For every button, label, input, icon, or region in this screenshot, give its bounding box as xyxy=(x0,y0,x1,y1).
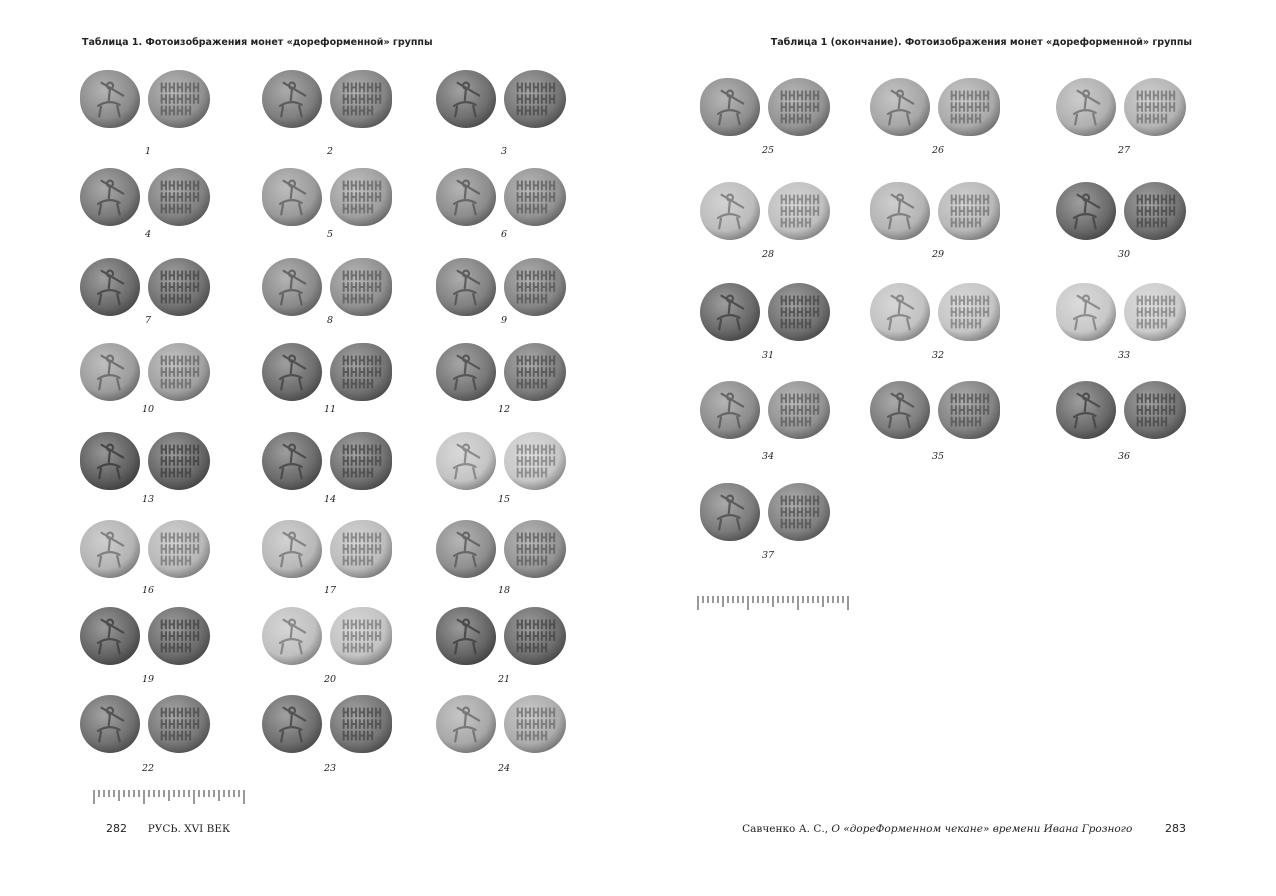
coin-obverse-image xyxy=(80,432,140,490)
coin-reverse-image xyxy=(768,283,830,341)
coin-reverse-image xyxy=(330,520,392,578)
coin-reverse-image xyxy=(938,78,1000,136)
coin-reverse-image xyxy=(768,182,830,240)
coin-number: 6 xyxy=(500,229,508,240)
coin-reverse-image xyxy=(1124,283,1186,341)
coin-obverse-image xyxy=(80,343,140,401)
coin-reverse-image xyxy=(330,70,392,128)
article-title: О «дореФорменном чекане» времени Ивана Грозного xyxy=(831,823,1133,835)
coin-number: 12 xyxy=(497,404,511,415)
coin-number: 36 xyxy=(1117,451,1131,462)
coin-obverse-image xyxy=(436,168,496,226)
coin-reverse-image xyxy=(148,432,210,490)
coin-obverse-image xyxy=(700,283,760,341)
coin-reverse-image xyxy=(330,432,392,490)
coin-reverse-image xyxy=(938,283,1000,341)
coin-number: 26 xyxy=(931,145,945,156)
coin-reverse-image xyxy=(504,607,566,665)
coin-number: 1 xyxy=(144,146,152,157)
table-caption: Таблица 1 (окончание). Фотоизображения монет «дореформенной» группы xyxy=(770,37,1192,48)
coin-reverse-image xyxy=(504,432,566,490)
coin-reverse-image xyxy=(504,70,566,128)
coin-obverse-image xyxy=(1056,283,1116,341)
coin-number: 23 xyxy=(323,763,337,774)
coin-number: 16 xyxy=(141,585,155,596)
coin-obverse-image xyxy=(262,432,322,490)
coin-number: 3 xyxy=(500,146,508,157)
left-footer xyxy=(106,822,230,835)
coin-obverse-image xyxy=(700,182,760,240)
coin-obverse-image xyxy=(436,70,496,128)
coin-reverse-image xyxy=(938,381,1000,439)
coin-obverse-image xyxy=(1056,381,1116,439)
coin-reverse-image xyxy=(330,695,392,753)
coin-obverse-image xyxy=(870,283,930,341)
coin-obverse-image xyxy=(436,258,496,316)
coin-reverse-image xyxy=(768,78,830,136)
author: Савченко А. С., xyxy=(742,823,829,835)
coin-obverse-image xyxy=(262,70,322,128)
coin-reverse-image xyxy=(1124,381,1186,439)
coin-reverse-image xyxy=(330,343,392,401)
coin-reverse-image xyxy=(768,483,830,541)
coin-number: 35 xyxy=(931,451,945,462)
coin-number: 30 xyxy=(1117,249,1131,260)
coin-number: 37 xyxy=(761,550,775,561)
coin-obverse-image xyxy=(700,78,760,136)
scale-ruler xyxy=(92,788,248,806)
coin-reverse-image xyxy=(330,607,392,665)
coin-obverse-image xyxy=(870,182,930,240)
coin-number: 9 xyxy=(500,315,508,326)
scale-ruler xyxy=(696,594,852,612)
coin-obverse-image xyxy=(436,432,496,490)
coin-reverse-image xyxy=(148,607,210,665)
coin-number: 34 xyxy=(761,451,775,462)
coin-reverse-image xyxy=(148,520,210,578)
right-footer xyxy=(742,822,1186,835)
coin-obverse-image xyxy=(80,168,140,226)
coin-number: 7 xyxy=(144,315,152,326)
coin-number: 27 xyxy=(1117,145,1131,156)
coin-reverse-image xyxy=(148,168,210,226)
coin-obverse-image xyxy=(870,78,930,136)
coin-obverse-image xyxy=(700,381,760,439)
coin-reverse-image xyxy=(504,343,566,401)
coin-number: 11 xyxy=(323,404,337,415)
coin-obverse-image xyxy=(262,258,322,316)
coin-reverse-image xyxy=(504,168,566,226)
coin-number: 21 xyxy=(497,674,511,685)
coin-number: 10 xyxy=(141,404,155,415)
page-number: 283 xyxy=(1165,822,1186,835)
coin-number: 31 xyxy=(761,350,775,361)
coin-obverse-image xyxy=(870,381,930,439)
coin-number: 13 xyxy=(141,494,155,505)
page-number: 282 xyxy=(106,822,127,835)
running-title: РУСЬ. XVI ВЕК xyxy=(147,823,231,835)
coin-obverse-image xyxy=(436,343,496,401)
coin-obverse-image xyxy=(80,70,140,128)
coin-obverse-image xyxy=(80,258,140,316)
coin-reverse-image xyxy=(504,520,566,578)
coin-number: 19 xyxy=(141,674,155,685)
coin-number: 8 xyxy=(326,315,334,326)
coin-number: 29 xyxy=(931,249,945,260)
coin-reverse-image xyxy=(504,258,566,316)
coin-obverse-image xyxy=(700,483,760,541)
coin-obverse-image xyxy=(1056,78,1116,136)
coin-reverse-image xyxy=(148,695,210,753)
coin-obverse-image xyxy=(80,520,140,578)
coin-reverse-image xyxy=(504,695,566,753)
coin-obverse-image xyxy=(262,695,322,753)
coin-reverse-image xyxy=(148,258,210,316)
coin-number: 4 xyxy=(144,229,152,240)
coin-number: 17 xyxy=(323,585,337,596)
coin-number: 14 xyxy=(323,494,337,505)
coin-number: 33 xyxy=(1117,350,1131,361)
coin-number: 5 xyxy=(326,229,334,240)
coin-number: 32 xyxy=(931,350,945,361)
coin-number: 25 xyxy=(761,145,775,156)
coin-number: 20 xyxy=(323,674,337,685)
coin-number: 2 xyxy=(326,146,334,157)
coin-number: 28 xyxy=(761,249,775,260)
coin-reverse-image xyxy=(148,70,210,128)
coin-reverse-image xyxy=(330,258,392,316)
coin-reverse-image xyxy=(768,381,830,439)
coin-reverse-image xyxy=(938,182,1000,240)
coin-obverse-image xyxy=(436,607,496,665)
coin-obverse-image xyxy=(436,520,496,578)
coin-obverse-image xyxy=(436,695,496,753)
coin-number: 24 xyxy=(497,763,511,774)
coin-obverse-image xyxy=(262,168,322,226)
coin-reverse-image xyxy=(330,168,392,226)
coin-number: 22 xyxy=(141,763,155,774)
coin-obverse-image xyxy=(262,343,322,401)
coin-obverse-image xyxy=(262,520,322,578)
table-caption: Таблица 1. Фотоизображения монет «дореформенной» группы xyxy=(82,37,433,48)
coin-number: 15 xyxy=(497,494,511,505)
coin-obverse-image xyxy=(80,607,140,665)
coin-obverse-image xyxy=(1056,182,1116,240)
coin-number: 18 xyxy=(497,585,511,596)
right-page xyxy=(638,0,1276,896)
coin-obverse-image xyxy=(262,607,322,665)
coin-reverse-image xyxy=(1124,78,1186,136)
coin-reverse-image xyxy=(148,343,210,401)
coin-obverse-image xyxy=(80,695,140,753)
coin-reverse-image xyxy=(1124,182,1186,240)
